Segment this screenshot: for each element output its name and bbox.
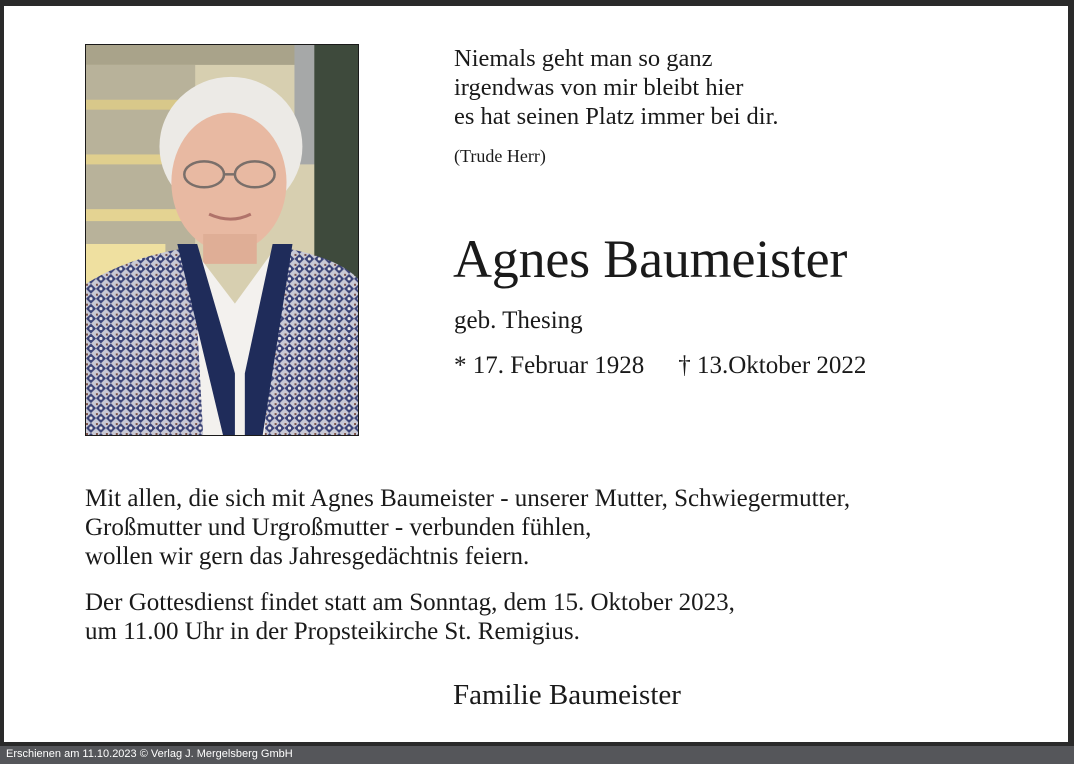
poem [454, 44, 779, 131]
memorial-message [85, 484, 850, 571]
message-line: Großmutter und Urgroßmutter - verbunden fühlen, [85, 514, 592, 541]
life-dates [454, 352, 866, 380]
poem-line: es hat seinen Platz immer bei dir. [454, 103, 779, 130]
deceased-name: Agnes Baumeister [453, 229, 848, 289]
birth-name: geb. Thesing [454, 307, 583, 334]
family-signature: Familie Baumeister [453, 679, 681, 711]
portrait-photo [85, 44, 359, 436]
poem-line: irgendwas von mir bleibt hier [454, 74, 744, 101]
birth-date: * 17. Februar 1928 [454, 352, 645, 379]
service-line: Der Gottesdienst findet statt am Sonntag, dem 15. Oktober 2023, [85, 589, 735, 616]
death-date: † 13.Oktober 2022 [678, 352, 867, 379]
service-line: um 11.00 Uhr in der Propsteikirche St. Remigius. [85, 618, 580, 645]
message-line: Mit allen, die sich mit Agnes Baumeister - unserer Mutter, Schwiegermutter, [85, 485, 851, 512]
footer-text: Erschienen am 11.10.2023 © Verlag J. Mergelsberg GmbH [6, 748, 293, 760]
poem-attribution: (Trude Herr) [454, 146, 546, 166]
publication-footer [0, 746, 1074, 764]
message-line: wollen wir gern das Jahresgedächtnis feiern. [85, 543, 530, 570]
service-details [85, 588, 735, 646]
poem-line: Niemals geht man so ganz [454, 45, 713, 72]
obituary-card [4, 6, 1068, 742]
